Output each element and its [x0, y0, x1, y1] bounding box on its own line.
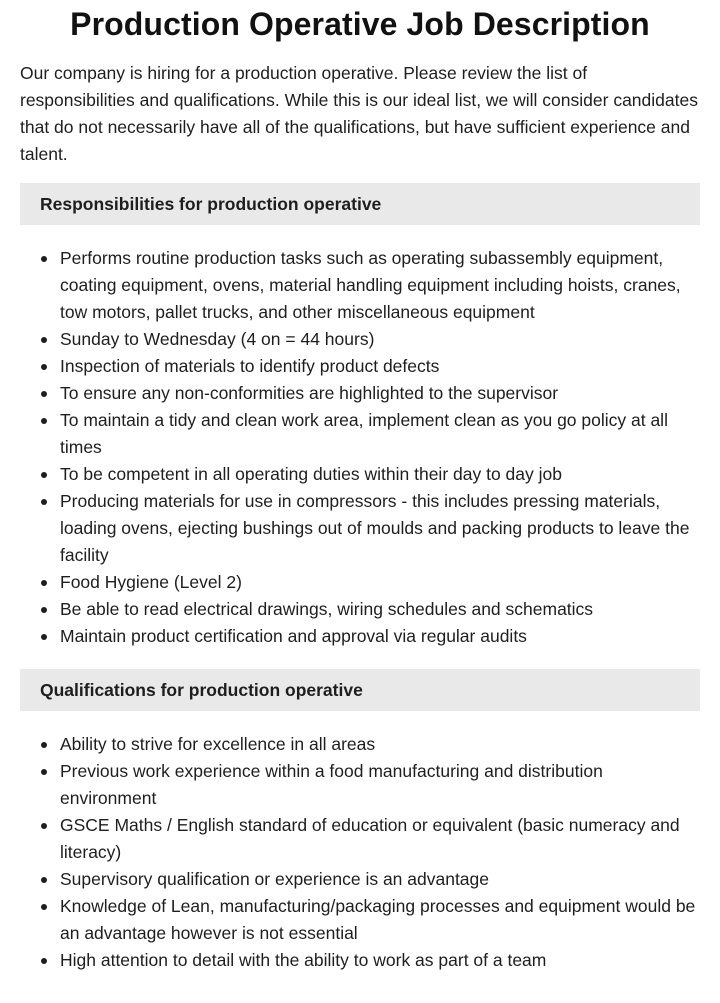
bullet-icon: [41, 958, 47, 964]
list-item-text: Performs routine production tasks such as operating subassembly equipment, coating equipment, ovens, material handling equipment including hoists, cranes, tow motors, pallet trucks, and other miscellaneous equipment: [60, 248, 681, 322]
list-item-text: Producing materials for use in compressors - this includes pressing materials, loading ovens, ejecting bushings out of moulds and packing products to leave the facility: [60, 491, 690, 565]
responsibilities-list: [20, 245, 700, 650]
qualifications-list: [20, 731, 700, 974]
bullet-icon: [41, 337, 47, 343]
list-item-text: Food Hygiene (Level 2): [60, 572, 242, 592]
list-item-text: Supervisory qualification or experience is an advantage: [60, 869, 490, 889]
page-title: Production Operative Job Description: [70, 6, 650, 42]
list-item-text: Knowledge of Lean, manufacturing/packaging processes and equipment would be an advantage however is not essential: [60, 896, 696, 943]
list-item-text: High attention to detail with the ability to work as part of a team: [60, 950, 547, 970]
list-item: [20, 893, 700, 947]
bullet-icon: [41, 904, 47, 910]
list-item: [20, 758, 700, 812]
list-item-text: Inspection of materials to identify product defects: [60, 356, 440, 376]
list-item: [20, 812, 700, 866]
bullet-icon: [41, 580, 47, 586]
bullet-icon: [41, 499, 47, 505]
list-item: [20, 488, 700, 569]
bullet-icon: [41, 742, 47, 748]
list-item: [20, 569, 700, 596]
list-item-text: Previous work experience within a food manufacturing and distribution environment: [60, 761, 603, 808]
list-item: [20, 380, 700, 407]
list-item-text: To be competent in all operating duties within their day to day job: [60, 464, 562, 484]
bullet-icon: [41, 607, 47, 613]
list-item-text: To maintain a tidy and clean work area, implement clean as you go policy at all times: [60, 410, 668, 457]
list-item: [20, 866, 700, 893]
bullet-icon: [41, 391, 47, 397]
bullet-icon: [41, 634, 47, 640]
list-item: [20, 623, 700, 650]
qualifications-heading: Qualifications for production operative: [20, 669, 700, 711]
list-item: [20, 461, 700, 488]
bullet-icon: [41, 769, 47, 775]
list-item-text: Maintain product certification and approval via regular audits: [60, 626, 527, 646]
bullet-icon: [41, 823, 47, 829]
bullet-icon: [41, 364, 47, 370]
intro-paragraph: Our company is hiring for a production operative. Please review the list of responsibilities and qualifications. While this is our ideal list, we will consider candidates that do not necessarily have all of the qualifications, but have sufficient experience and talent.: [20, 63, 698, 164]
bullet-icon: [41, 472, 47, 478]
list-item-text: To ensure any non-conformities are highlighted to the supervisor: [60, 383, 559, 403]
list-item: [20, 353, 700, 380]
list-item: [20, 407, 700, 461]
bullet-icon: [41, 256, 47, 262]
list-item-text: Be able to read electrical drawings, wiring schedules and schematics: [60, 599, 594, 619]
list-item: [20, 596, 700, 623]
responsibilities-heading: Responsibilities for production operative: [20, 183, 700, 225]
list-item: [20, 947, 700, 974]
list-item: [20, 245, 700, 326]
list-item-text: GSCE Maths / English standard of education or equivalent (basic numeracy and literacy): [60, 815, 680, 862]
bullet-icon: [41, 418, 47, 424]
list-item-text: Sunday to Wednesday (4 on = 44 hours): [60, 329, 375, 349]
list-item: [20, 731, 700, 758]
list-item-text: Ability to strive for excellence in all areas: [60, 734, 376, 754]
list-item: [20, 326, 700, 353]
bullet-icon: [41, 877, 47, 883]
